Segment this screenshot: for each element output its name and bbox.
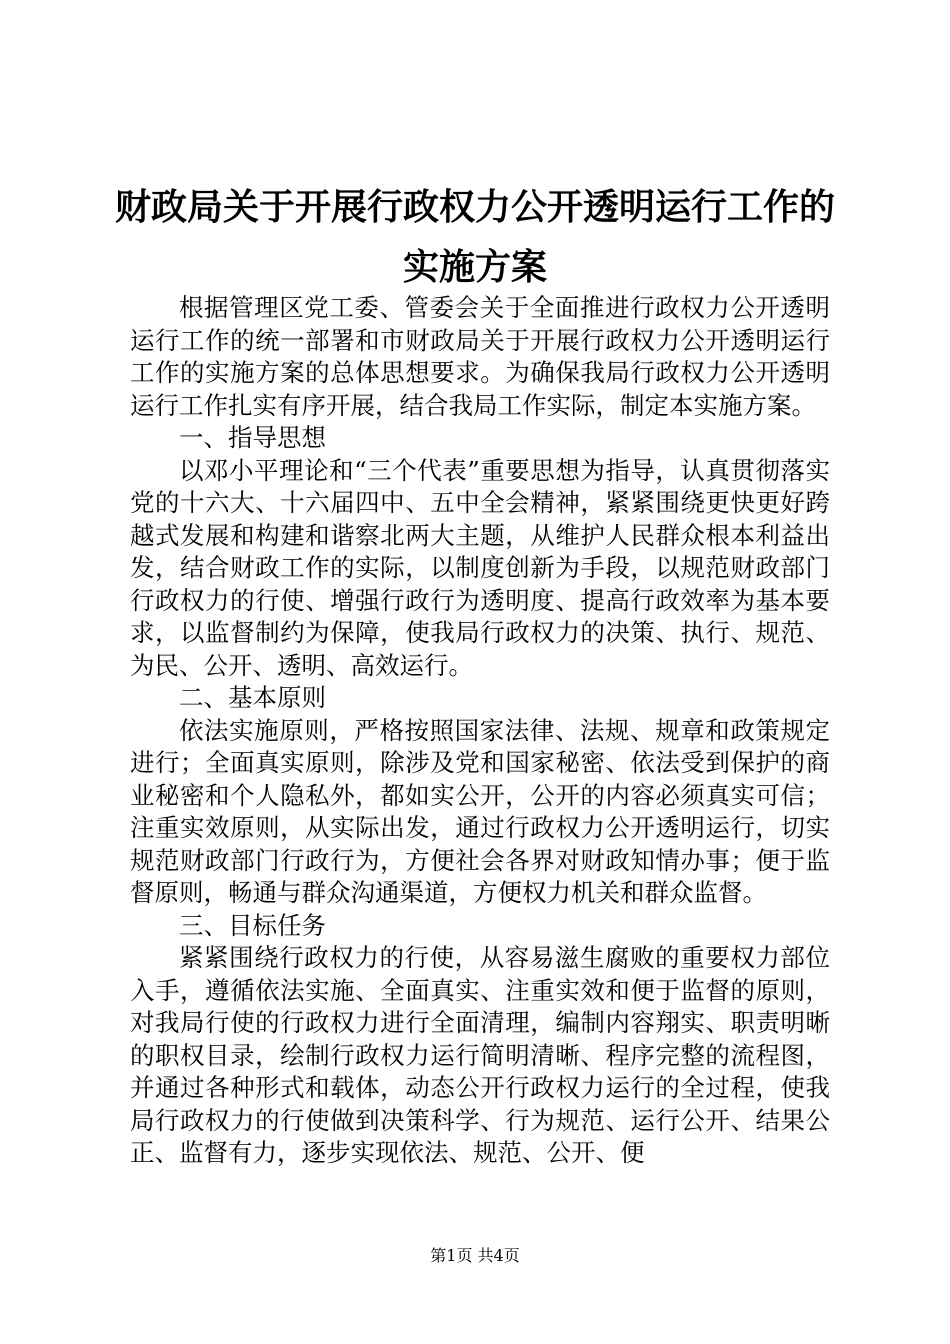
paragraph-basic-principles: 依法实施原则，严格按照国家法律、法规、规章和政策规定进行；全面真实原则，除涉及党和国家秘密、依法受到保护的商业秘密和个人隐私外，都如实公开，公开的内容必须真实可信；注重实效原则，从实际出发，通过行政权力公开透明运行，切实规范财政部门行政行为，方便社会各界对财政知情办事；便于监督原则，畅通与群众沟通渠道，方便权力机关和群众监督。 xyxy=(130,715,830,907)
document-body xyxy=(130,292,830,1170)
intro-paragraph: 根据管理区党工委、管委会关于全面推进行政权力公开透明运行工作的统一部署和市财政局关于开展行政权力公开透明运行工作的实施方案的总体思想要求。为确保我局行政权力公开透明运行工作扎实有序开展，结合我局工作实际，制定本实施方案。 xyxy=(130,293,830,420)
section-heading-guiding-thought: 一、指导思想 xyxy=(179,423,326,452)
paragraph-guiding-thought: 以邓小平理论和“三个代表”重要思想为指导，认真贯彻落实党的十六大、十六届四中、五中全会精神，紧紧围绕更快更好跨越式发展和构建和谐察北两大主题，从维护人民群众根本利益出发，结合财政工作的实际，以制度创新为手段，以规范财政部门行政权力的行使、增强行政行为透明度、提高行政效率为基本要求，以监督制约为保障，使我局行政权力的决策、执行、规范、为民、公开、透明、高效运行。 xyxy=(130,455,830,680)
document-title-line-1: 财政局关于开展行政权力公开透明运行工作的 xyxy=(114,187,835,228)
section-heading-basic-principles: 二、基本原则 xyxy=(179,683,326,712)
document-title-line-2: 实施方案 xyxy=(402,247,547,288)
paragraph-goals-tasks: 紧紧围绕行政权力的行使，从容易滋生腐败的重要权力部位入手，遵循依法实施、全面真实、注重实效和便于监督的原则，对我局行使的行政权力进行全面清理，编制内容翔实、职责明晰的职权目录，绘制行政权力运行简明清晰、程序完整的流程图，并通过各种形式和载体，动态公开行政权力运行的全过程，使我局行政权力的行使做到决策科学、行为规范、运行公开、结果公正、监督有力，逐步实现依法、规范、公开、便 xyxy=(130,943,830,1167)
section-heading-goals-tasks: 三、目标任务 xyxy=(179,910,326,940)
page-number-footer: 第1页 共4页 xyxy=(430,1246,520,1265)
